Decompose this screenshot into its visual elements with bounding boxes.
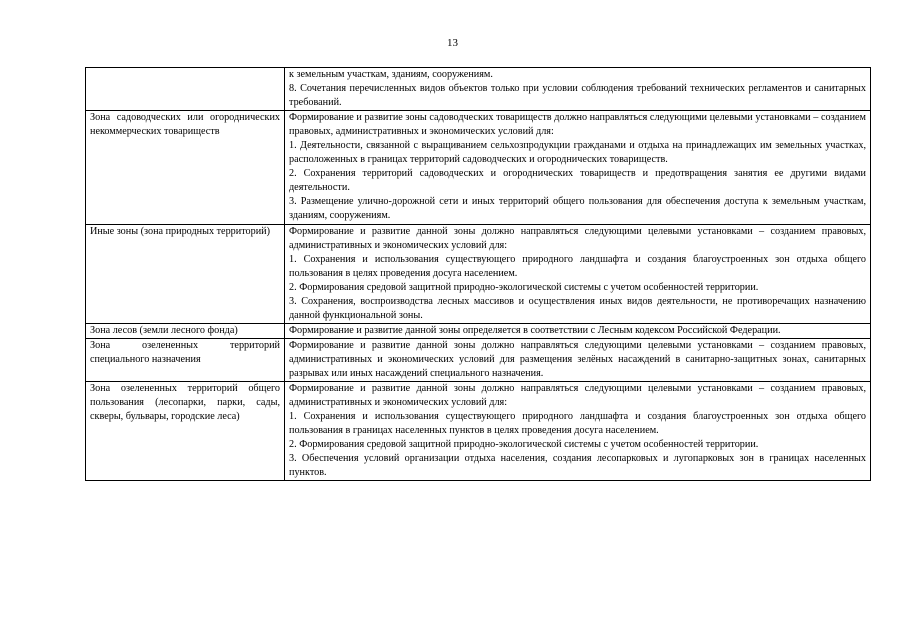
zone-name-cell: Зона озелененных территорий специального назначения <box>86 338 285 381</box>
description-line: Формирование и развитие данной зоны должно направляться следующими целевыми установками – созданием правовых, административных и экономических условий для: <box>289 225 866 251</box>
table-row <box>86 68 871 111</box>
zone-description-cell <box>285 68 871 111</box>
description-line: Формирование и развитие данной зоны определяется в соответствии с Лесным кодексом Российской Федерации. <box>289 324 781 336</box>
zone-description-cell <box>285 323 871 338</box>
description-line: 3. Размещение улично-дорожной сети и иных территорий общего пользования для обеспечения доступа к земельным участкам, зданиям, сооружениям. <box>289 196 866 222</box>
description-line: Формирование и развитие зоны садоводческих товариществ должно направляться следующими целевыми установками – созданием правовых, административных и экономических условий для: <box>289 112 866 138</box>
description-line: 2. Формирования средовой защитной природно-экологической системы с учетом особенностей территории. <box>289 281 759 293</box>
description-line: Формирование и развитие данной зоны должно направляться следующими целевыми установками – созданием правовых, административных и экономических условий для размещения зелёных насаждений в санитарно-защитных зонах, санитарных разрывах или иных насаждений специального назначения. <box>289 339 866 379</box>
description-line: 2. Сохранения территорий садоводческих и огороднических товариществ и предотвращения занятия ее другими видами деятельности. <box>289 168 866 194</box>
description-line: 1. Деятельности, связанной с выращиванием сельхозпродукции гражданами и отдыха на принадлежащих им земельных участках, расположенных в границах территорий садоводческих и огороднических товариществ. <box>289 140 866 166</box>
zone-name-cell: Иные зоны (зона природных территорий) <box>86 224 285 323</box>
description-line: 8. Сочетания перечисленных видов объектов только при условии соблюдения требований технических регламентов и санитарных требований. <box>289 83 866 109</box>
description-line: Формирование и развитие данной зоны должно направляться следующими целевыми установками – созданием правовых, административных и экономических условий для: <box>289 383 866 409</box>
description-line: 2. Формирования средовой защитной природно-экологической системы с учетом особенностей территории. <box>289 439 759 451</box>
zone-name-cell <box>86 68 285 111</box>
zone-name-cell: Зона озелененных территорий общего пользования (лесопарки, парки, сады, скверы, бульвары, городские леса) <box>86 382 285 481</box>
description-line: 3. Обеспечения условий организации отдыха населения, создания лесопарковых и лугопарковых зон в границах населенных пунктов. <box>289 453 866 479</box>
description-line: 1. Сохранения и использования существующего природного ландшафта и создания благоустроенных зон отдыха общего пользования в границах населенных пунктов в целях проведения досуга населением. <box>289 411 866 437</box>
table-row <box>86 382 871 481</box>
zone-description-cell <box>285 338 871 381</box>
zone-name-cell: Зона лесов (земли лесного фонда) <box>86 323 285 338</box>
table-row <box>86 323 871 338</box>
zones-table <box>85 67 871 481</box>
zone-name-cell: Зона садоводческих или огороднических некоммерческих товариществ <box>86 111 285 224</box>
table-row <box>86 338 871 381</box>
table-row <box>86 111 871 224</box>
zone-description-cell <box>285 382 871 481</box>
description-line: 1. Сохранения и использования существующего природного ландшафта и создания благоустроенных зон отдыха общего пользования в целях проведения досуга населением. <box>289 253 866 279</box>
page-number: 13 <box>447 37 458 49</box>
description-line: 3. Сохранения, воспроизводства лесных массивов и осуществления иных видов деятельности, не противоречащих назначению данной функциональной зоны. <box>289 295 866 321</box>
zone-description-cell <box>285 111 871 224</box>
zone-description-cell <box>285 224 871 323</box>
description-line: к земельным участкам, зданиям, сооружениям. <box>289 69 493 80</box>
table-row <box>86 224 871 323</box>
